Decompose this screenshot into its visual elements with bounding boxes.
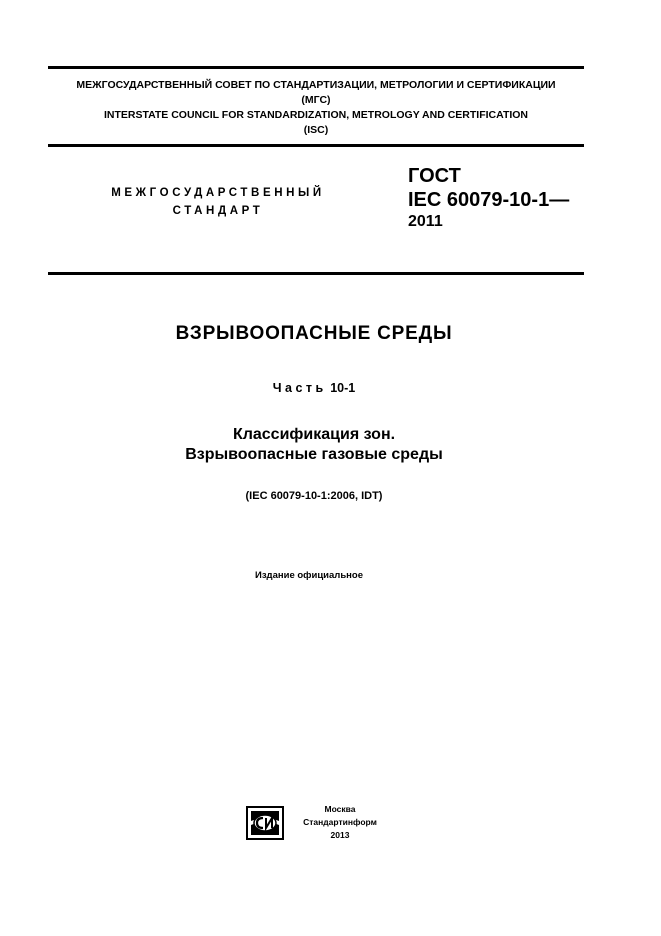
part-label [0, 381, 628, 395]
standard-kind-line1: МЕЖГОСУДАРСТВЕННЫЙ [111, 187, 325, 199]
equivalence-note: (IEC 60079-10-1:2006, IDT) [245, 490, 383, 502]
publisher-city: Москва [324, 804, 356, 814]
subtitle-line2: Взрывоопасные газовые среды [185, 446, 443, 463]
council-name-ru: МЕЖГОСУДАРСТВЕННЫЙ СОВЕТ ПО СТАНДАРТИЗАЦИИ, МЕТРОЛОГИИ И СЕРТИФИКАЦИИ [76, 79, 556, 91]
part-number: 10-1 [330, 381, 356, 395]
edition-note: Издание официальное [255, 570, 363, 581]
subtitle-line1: Классификация зон. [232, 426, 396, 443]
document-title: ВЗРЫВООПАСНЫЕ СРЕДЫ [175, 323, 453, 344]
header-divider [48, 144, 584, 147]
standard-kind-line2: СТАНДАРТ [172, 205, 264, 217]
publisher-year: 2013 [330, 830, 350, 840]
designation-prefix: ГОСТ [408, 165, 461, 187]
council-header [48, 78, 584, 138]
standard-kind [92, 184, 344, 220]
council-abbr-en: (ISC) [303, 124, 329, 136]
council-name-en: INTERSTATE COUNCIL FOR STANDARDIZATION, METROLOGY AND CERTIFICATION [103, 109, 529, 121]
designation-divider [48, 272, 584, 275]
standartinform-logo-icon [246, 806, 284, 840]
part-word: Часть [272, 381, 327, 395]
publisher-block [294, 803, 386, 842]
publisher-name: Стандартинформ [303, 817, 377, 827]
designation-number: IEC 60079-10-1— [408, 189, 570, 211]
designation-year: 2011 [408, 213, 443, 230]
council-abbr-ru: (МГС) [301, 94, 331, 106]
standard-designation [408, 164, 569, 232]
document-subtitle [0, 425, 628, 465]
top-divider [48, 66, 584, 69]
